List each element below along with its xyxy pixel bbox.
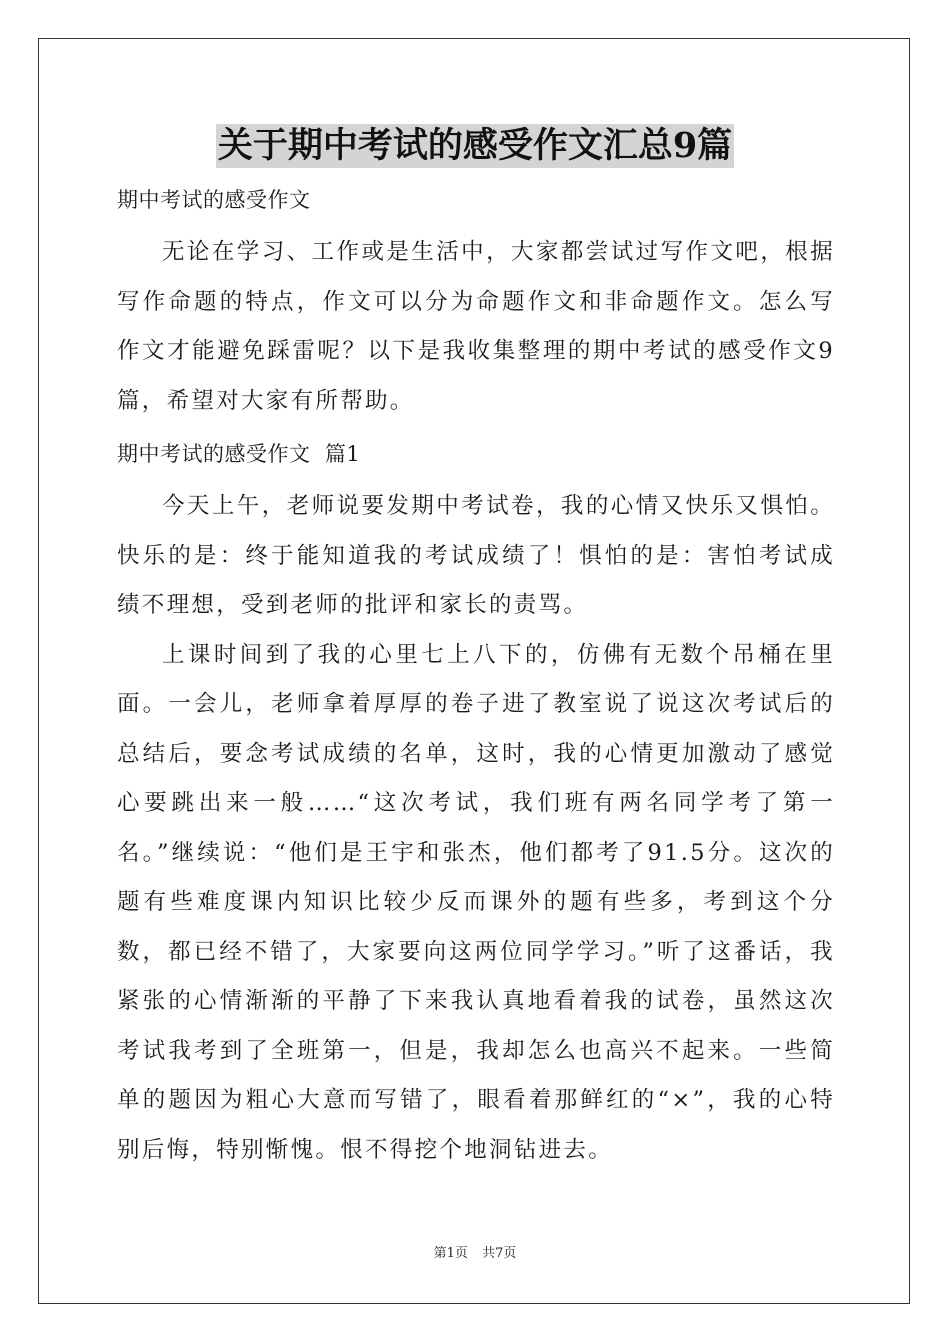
page-number-current: 第1页 xyxy=(433,1246,468,1261)
document-title: 关于期中考试的感受作文汇总9篇 xyxy=(217,125,733,166)
body-paragraph: 今天上午，老师说要发期中考试卷，我的心情又快乐又惧怕。快乐的是：终于能知道我的考试成绩了！惧怕的是：害怕考试成绩不理想，受到老师的批评和家长的责骂。 xyxy=(117,493,835,618)
intro-heading: 期中考试的感受作文 xyxy=(117,188,311,212)
page-number-total: 共7页 xyxy=(482,1246,517,1261)
title-container xyxy=(0,124,950,168)
intro-paragraph: 无论在学习、工作或是生活中，大家都尝试过写作文吧，根据写作命题的特点，作文可以分为命题作文和非命题作文。怎么写作文才能避免踩雷呢？以下是我收集整理的期中考试的感受作文9篇，希望对大家有所帮助。 xyxy=(117,239,835,414)
page-footer xyxy=(0,1245,950,1263)
body-paragraph: 上课时间到了我的心里七上八下的，仿佛有无数个吊桶在里面。一会儿，老师拿着厚厚的卷子进了教室说了说这次考试后的总结后，要念考试成绩的名单，这时，我的心情更加激动了感觉心要跳出来一般……“这次考试，我们班有两名同学考了第一名。”继续说：“他们是王宇和张杰，他们都考了91.5分。这次的题有些难度课内知识比较少反而课外的题有些多，考到这个分数，都已经不错了，大家要向这两位同学学习。”听了这番话，我紧张的心情渐渐的平静了下来我认真地看着我的试卷，虽然这次考试我考到了全班第一，但是，我却怎么也高兴不起来。一些简单的题因为粗心大意而写错了，眼看着那鲜红的“×”，我的心特别后悔，特别惭愧。恨不得挖个地洞钻进去。 xyxy=(117,641,835,1163)
section-heading: 期中考试的感受作文 篇1 xyxy=(117,442,361,466)
document-body xyxy=(117,178,835,1175)
